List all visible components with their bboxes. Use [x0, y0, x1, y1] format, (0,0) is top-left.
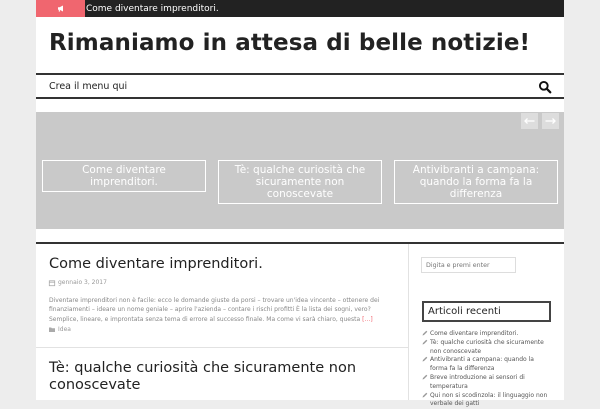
list-item[interactable]: Tè: qualche curiosità che sicuramente non conoscevate — [422, 339, 552, 357]
slide-caption-1[interactable]: Come diventare imprenditori. — [42, 160, 206, 192]
pencil-icon — [422, 356, 428, 362]
content-area — [36, 17, 564, 408]
pencil-icon — [422, 374, 428, 380]
slide-caption-2[interactable]: Tè: qualche curiosità che sicuramente non conoscevate — [218, 160, 382, 204]
sidebar-search-input[interactable] — [421, 257, 516, 273]
pencil-icon — [422, 392, 428, 398]
post-category-1 — [49, 326, 71, 333]
post-title-2[interactable]: Tè: qualche curiosità che sicuramente non conoscevate — [49, 360, 357, 393]
post-date-1 — [49, 279, 107, 286]
recent-posts-list — [422, 330, 552, 409]
megaphone-icon — [57, 5, 65, 12]
ticker-label-box — [36, 0, 85, 17]
post-title-1[interactable]: Come diventare imprenditori. — [49, 256, 263, 272]
sidebar — [409, 244, 564, 408]
list-item[interactable]: Antivibranti a campana: quando la forma fa la differenza — [422, 356, 552, 374]
recent-posts-title: Articoli recenti — [422, 301, 551, 322]
list-item[interactable]: Come diventare imprenditori. — [422, 330, 552, 339]
list-item[interactable]: Qui non si scodinzola: il linguaggio non verbale dei gatti — [422, 392, 552, 409]
site-title[interactable]: Rimaniamo in attesa di belle notizie! — [49, 30, 531, 56]
nav-menu-placeholder[interactable]: Crea il menu qui — [49, 80, 128, 92]
list-item[interactable]: Breve introduzione ai sensori di temperatura — [422, 374, 552, 392]
folder-icon — [49, 327, 55, 332]
top-ticker — [36, 0, 564, 17]
post-divider — [36, 347, 409, 348]
read-more-link[interactable]: […] — [362, 315, 373, 323]
post-excerpt-text: Diventare imprenditori non è facile: ecco le domande giuste da porsi – trovare un'idea vincente – ottenere dei finanziamenti – ideare un nome geniale – aprire l'azienda – contare i rischi profitti È la lista dei sogni, vero? Semplice, lineare, e improntata senza tema di errore al successo finale. Ma come vi sarà chiaro, questa — [49, 297, 380, 323]
post-excerpt-1 — [49, 296, 399, 324]
category-link[interactable]: Idea — [58, 326, 71, 333]
slide-caption-3[interactable]: Antivibranti a campana: quando la forma fa la differenza — [394, 160, 558, 204]
pencil-icon — [422, 339, 428, 345]
post-date-text: gennaio 3, 2017 — [58, 279, 107, 286]
pencil-icon — [422, 330, 428, 336]
calendar-icon — [49, 280, 55, 286]
ticker-headline-link[interactable]: Come diventare imprenditori. — [86, 3, 219, 14]
